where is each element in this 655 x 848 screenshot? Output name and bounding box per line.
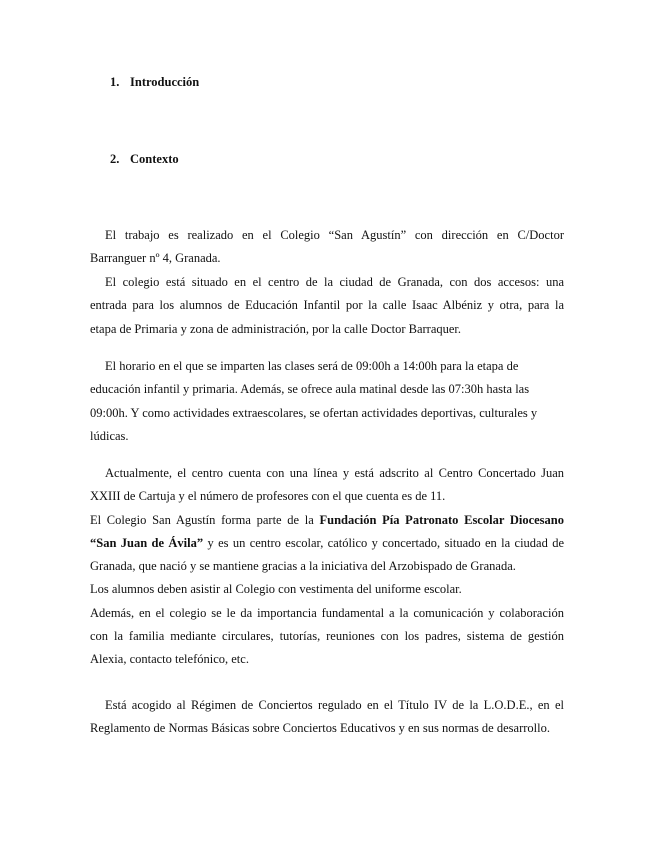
text-line: El colegio está situado en el centro de la ciudad de Granada, con dos accesos: una (105, 275, 564, 289)
text-line: 09:00h. Y como actividades extraescolares, se ofertan actividades deportivas, culturales y (90, 405, 538, 420)
section-heading-contexto (110, 152, 179, 167)
paragraph-schedule (90, 355, 564, 448)
text-line: XXIII de Cartuja y el número de profesores con el que cuenta es de 11. (90, 489, 446, 504)
text-line: lúdicas. (90, 428, 129, 443)
section-title: Introducción (130, 75, 200, 89)
text-line: El trabajo es realizado en el Colegio “San Agustín” con dirección en C/Doctor (105, 228, 564, 242)
text-line: Está acogido al Régimen de Conciertos regulado en el Título IV de la L.O.D.E., en el (105, 698, 564, 712)
text-line: con la familia mediante circulares, tutorías, reuniones con los padres, sistema de gestión (90, 629, 564, 644)
section-heading-introduccion (110, 75, 199, 90)
section-title: Contexto (130, 152, 179, 166)
text-line: Alexia, contacto telefónico, etc. (90, 652, 249, 667)
text-line: etapa de Primaria y zona de administración, por la calle Doctor Barraquer. (90, 321, 462, 336)
text-line: Barranguer nº 4, Granada. (90, 251, 221, 266)
text-line: y es un centro escolar, católico y concertado, situado en la ciudad de (203, 535, 564, 550)
paragraph-access (90, 271, 564, 341)
text-line: Reglamento de Normas Básicas sobre Conciertos Educativos y en sus normas de desarrollo. (90, 721, 550, 736)
text-line: Además, en el colegio se le da importancia fundamental a la comunicación y colaboración (90, 605, 564, 620)
text-line: El horario en el que se imparten las clases será de 09:00h a 14:00h para la etapa de (105, 359, 519, 373)
text-line: entrada para los alumnos de Educación Infantil por la calle Isaac Albéniz y otra, para la (90, 298, 564, 313)
section-number: 2. (110, 152, 120, 166)
foundation-name: Fundación Pía Patronato Escolar Diocesano (319, 512, 564, 527)
paragraph-foundation (90, 462, 564, 672)
text-line: Granada, que nació y se mantiene gracias a la iniciativa del Arzobispado de Granada. (90, 559, 516, 574)
paragraph-regulation (90, 694, 564, 741)
text-line: El Colegio San Agustín forma parte de la (90, 512, 320, 527)
foundation-name-continued: “San Juan de Ávila” (90, 535, 204, 550)
text-line: educación infantil y primaria. Además, se ofrece aula matinal desde las 07:30h hasta las (90, 382, 530, 397)
text-line: Los alumnos deben asistir al Colegio con vestimenta del uniforme escolar. (90, 582, 462, 597)
section-number: 1. (110, 75, 120, 89)
text-line: Actualmente, el centro cuenta con una línea y está adscrito al Centro Concertado Juan (105, 466, 564, 480)
paragraph-location (90, 224, 564, 271)
